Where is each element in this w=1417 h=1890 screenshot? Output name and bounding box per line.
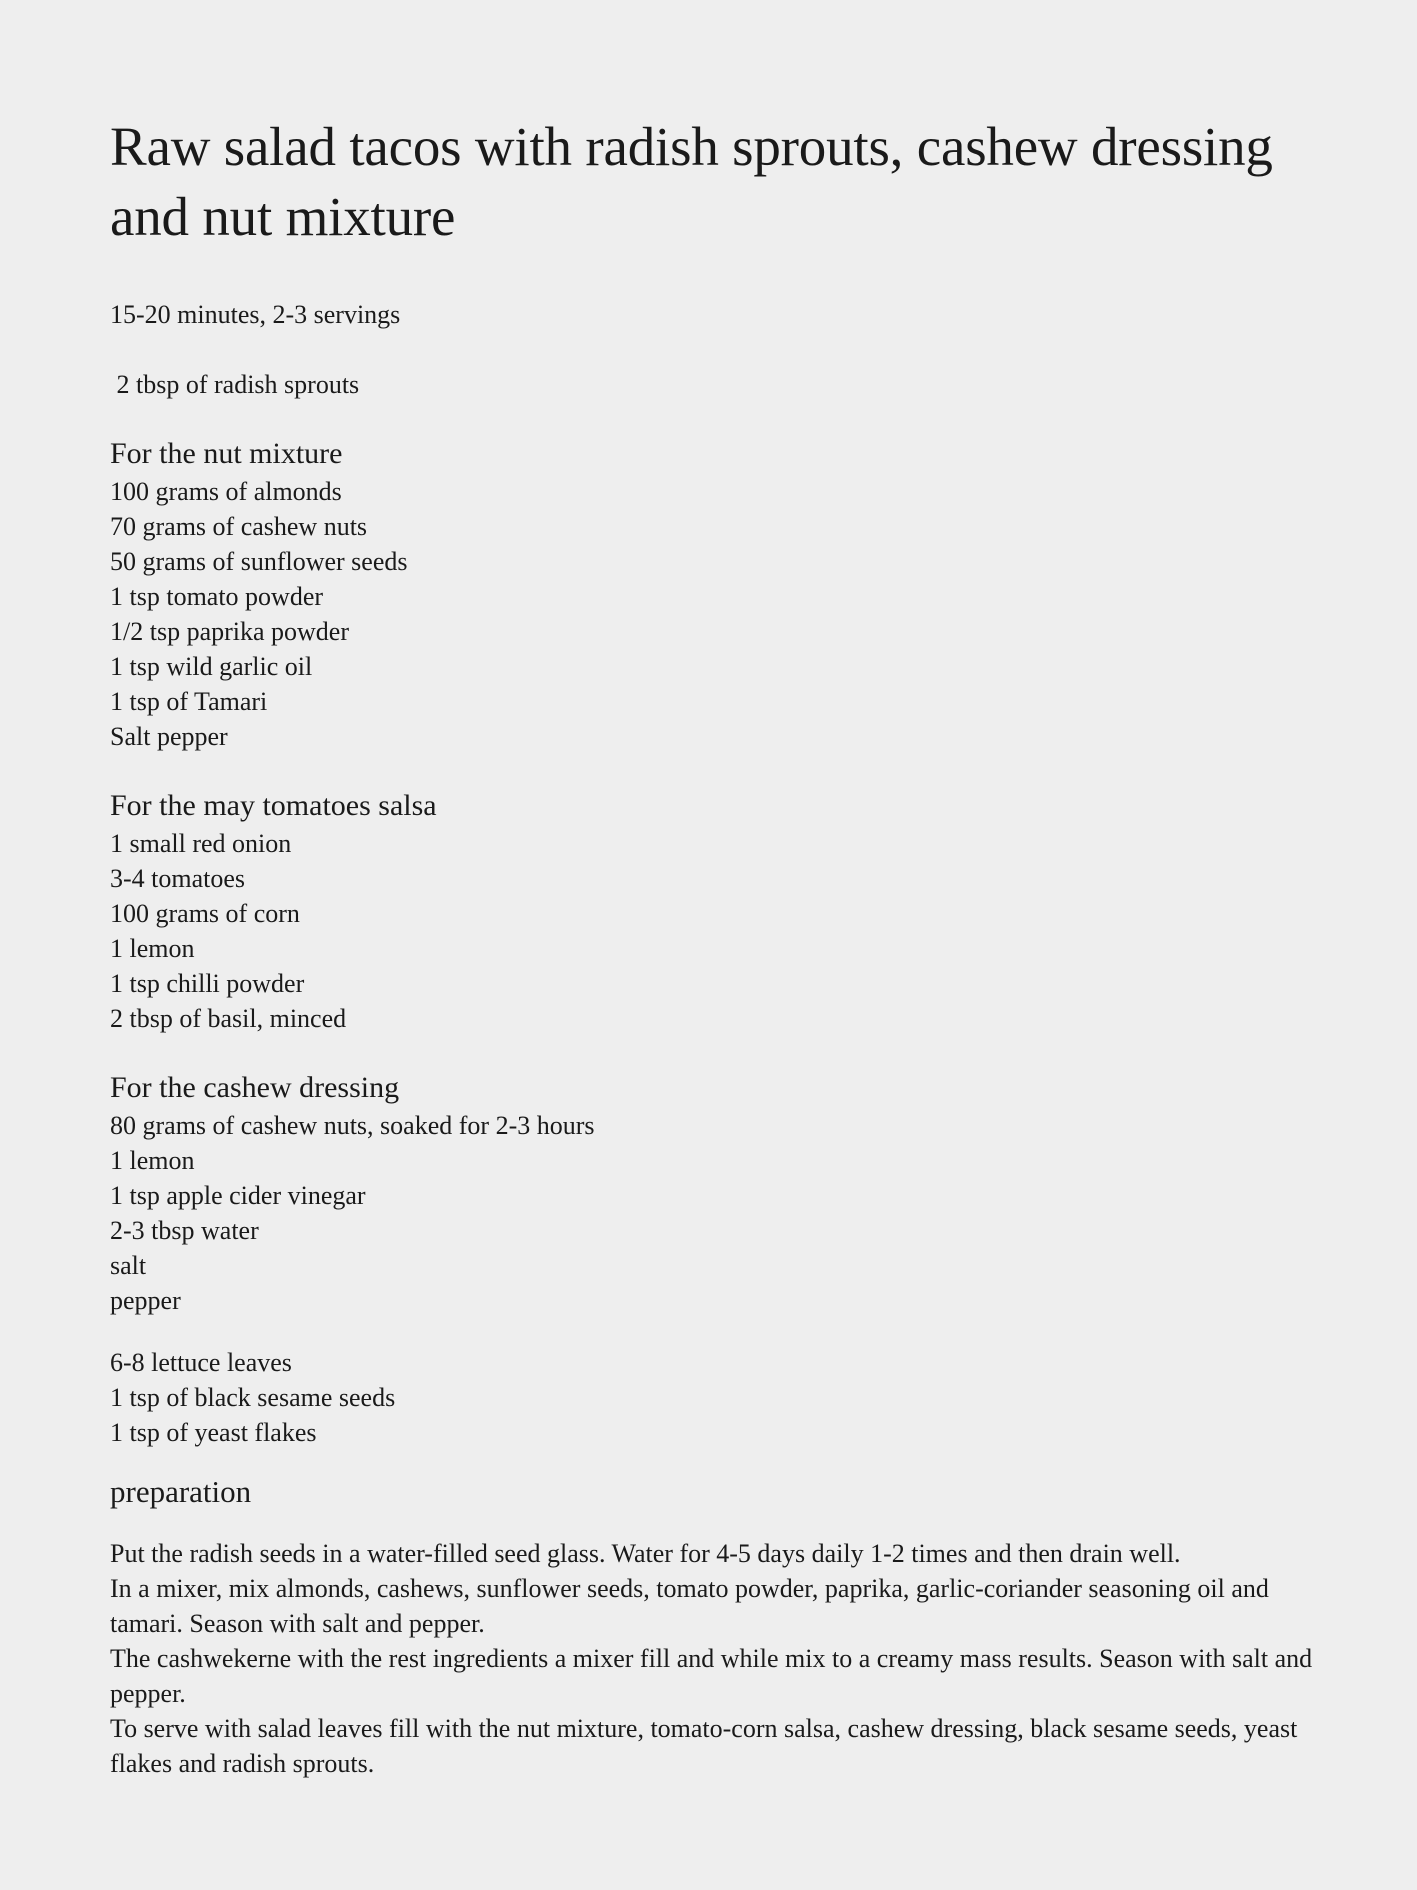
list-item: 50 grams of sunflower seeds xyxy=(110,547,408,576)
recipe-meta: 15-20 minutes, 2-3 servings xyxy=(110,300,401,329)
list-item: Salt pepper xyxy=(110,722,228,751)
preparation-step: To serve with salad leaves fill with the nut mixture, tomato-corn salsa, cashew dressing, black sesame seeds, yeast flakes and radish sprouts. xyxy=(110,1714,1298,1778)
nut-mixture-list xyxy=(110,474,1330,754)
preparation-heading: preparation xyxy=(110,1474,252,1509)
list-item: 3-4 tomatoes xyxy=(110,864,246,893)
list-item: 1/2 tsp paprika powder xyxy=(110,617,350,646)
recipe-title: Raw salad tacos with radish sprouts, cashew dressing and nut mixture xyxy=(110,116,1273,247)
list-item: 1 tsp of Tamari xyxy=(110,687,268,716)
list-item: 1 tsp tomato powder xyxy=(110,582,324,611)
salsa-heading: For the may tomatoes salsa xyxy=(110,789,437,822)
list-item: 100 grams of corn xyxy=(110,899,300,928)
list-item: 1 lemon xyxy=(110,934,195,963)
sprouts-text: 2 tbsp of radish sprouts xyxy=(116,370,360,399)
dressing-heading: For the cashew dressing xyxy=(110,1071,400,1104)
preparation-step: The cashwekerne with the rest ingredients a mixer fill and while mix to a creamy mass results. Season with salt and pepper. xyxy=(110,1644,1313,1708)
list-item: 1 tsp wild garlic oil xyxy=(110,652,313,681)
preparation-steps xyxy=(110,1536,1330,1781)
list-item: 1 lemon xyxy=(110,1146,195,1175)
list-item: 1 tsp of yeast flakes xyxy=(110,1418,317,1447)
extras-section xyxy=(110,1345,1330,1450)
list-item: 2-3 tbsp water xyxy=(110,1216,259,1245)
preparation-step: In a mixer, mix almonds, cashews, sunflower seeds, tomato powder, paprika, garlic-coriander seasoning oil and tamari. Season with salt and pepper. xyxy=(110,1574,1269,1638)
salsa-list xyxy=(110,826,1330,1036)
list-item: 2 tbsp of basil, minced xyxy=(110,1004,347,1033)
list-item: 1 small red onion xyxy=(110,829,292,858)
list-item: salt xyxy=(110,1251,147,1280)
recipe-page xyxy=(110,112,1330,1781)
list-item: 100 grams of almonds xyxy=(110,477,342,506)
dressing-section xyxy=(110,1068,1330,1318)
list-item: 80 grams of cashew nuts, soaked for 2-3 hours xyxy=(110,1111,595,1140)
extras-list xyxy=(110,1345,1330,1450)
nut-mixture-heading: For the nut mixture xyxy=(110,437,343,470)
list-item: pepper xyxy=(110,1286,181,1315)
nut-mixture-section xyxy=(110,434,1330,754)
list-item: 1 tsp of black sesame seeds xyxy=(110,1383,396,1412)
list-item: 6-8 lettuce leaves xyxy=(110,1348,292,1377)
salsa-section xyxy=(110,786,1330,1036)
list-item: 1 tsp chilli powder xyxy=(110,969,305,998)
list-item: 70 grams of cashew nuts xyxy=(110,512,368,541)
preparation-step: Put the radish seeds in a water-filled seed glass. Water for 4-5 days daily 1-2 times and then drain well. xyxy=(110,1539,1181,1568)
dressing-list xyxy=(110,1108,1330,1318)
sprouts-ingredient xyxy=(110,367,1330,402)
list-item: 1 tsp apple cider vinegar xyxy=(110,1181,366,1210)
